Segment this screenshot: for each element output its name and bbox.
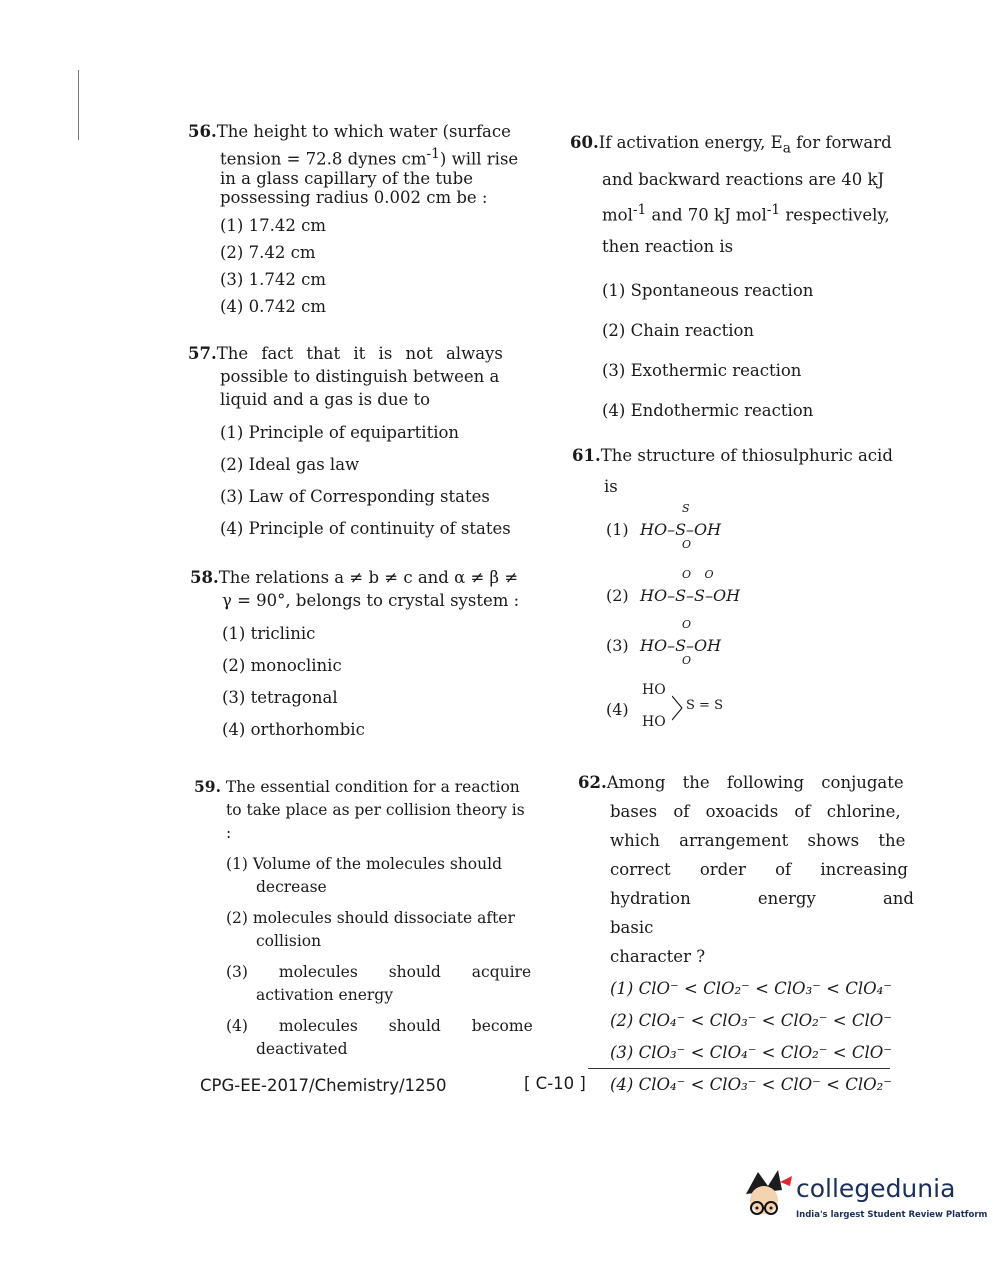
option[interactable]: (4) orthorhombic [222,720,365,739]
option[interactable]: (1) triclinic [222,624,316,643]
question-number: 60. [570,133,599,152]
question-text: The structure of thiosulphuric acid [600,446,893,465]
structure-option-1[interactable]: (1) S HO–S–OH O [606,502,722,551]
structure-option-3[interactable]: (3) O HO–S–OH O [606,618,722,667]
option[interactable]: (3) ClO₃⁻ < ClO₄⁻ < ClO₂⁻ < ClO⁻ [610,1043,892,1062]
option[interactable]: (3) Law of Corresponding states [220,487,490,506]
page-number: [ C-10 ] [524,1074,586,1093]
question-59: 59. The essential condition for a reaction to take place as per collision theory is : (1) Volume of the molecules should decrease (2) molecules should dissociate after collision (3) molecules should acquire activation energy (4) molecules should become deactivated [194,775,534,1061]
question-number: 56. [188,122,217,141]
footer-code: CPG-EE-2017/Chemistry/1250 [200,1076,447,1095]
option[interactable]: (3) 1.742 cm [220,269,326,289]
question-text: The height to which water (surface [216,122,511,141]
option[interactable]: (1) Volume of the molecules should decrease [226,855,502,896]
option[interactable]: (3) tetragonal [222,688,338,707]
margin-line [78,70,79,140]
mascot-icon [738,1168,794,1224]
question-62: 62.Among the following conjugate bases of oxoacids of chlorine, which arrangement shows the correct order of increasing hydration energy and basic character ? (1) ClO⁻ < ClO₂⁻ < ClO₃⁻ < ClO₄⁻ (2) ClO₄⁻ < ClO₃⁻ < ClO₂⁻ < ClO⁻ (3) ClO₃⁻ < ClO₄⁻ < ClO₂⁻ < ClO⁻ (4) ClO₄⁻ < ClO₃⁻ < ClO⁻ < ClO₂⁻ [578,768,914,1101]
option[interactable]: (4) 0.742 cm [220,296,326,316]
structure-option-4[interactable]: (4) HO HO S = S [606,682,723,730]
question-text: Among the following conjugate [606,773,904,792]
option[interactable]: (1) Principle of equipartition [220,423,460,442]
option[interactable]: (3) molecules should acquire activation energy [226,963,532,1004]
structure-option-2[interactable]: (2) O O HO–S–S–OH [606,568,741,605]
option[interactable]: (4) Endothermic reaction [602,400,814,420]
question-number: 59. [194,777,221,796]
option[interactable]: (2) 7.42 cm [220,242,316,262]
question-57: 57.The fact that it is not always possible to distinguish between a liquid and a gas is due to (1) Principle of equipartition (2) Ideal gas law (3) Law of Corresponding states (4) Principle of continuity of states [188,342,528,540]
question-number: 57. [188,344,217,363]
logo-name: collegedunia [796,1174,956,1203]
question-number: 61. [572,446,601,465]
question-56: 56.The height to which water (surface tension = 72.8 dynes $cm^{-1}$) will rise in a glass capillary of the tube possessing radius 0.002 cm be : (1) 17.42 cm (2) 7.42 cm (3) 1.742 cm (4) 0.742 cm [188,120,528,318]
option[interactable]: (2) Ideal gas law [220,455,360,474]
option[interactable]: (3) Exothermic reaction [602,360,802,380]
question-61: 61.The structure of thiosulphuric acid is [572,446,893,496]
option[interactable]: (2) monoclinic [222,656,342,675]
option[interactable]: (2) ClO₄⁻ < ClO₃⁻ < ClO₂⁻ < ClO⁻ [610,1011,892,1030]
bond-lines [672,694,686,724]
question-text: The fact that it is not always [216,344,503,363]
option[interactable]: (4) Principle of continuity of states [220,519,511,538]
logo-tagline: India's largest Student Review Platform [796,1210,988,1220]
option[interactable]: (4) molecules should become deactivated [226,1017,533,1058]
question-text: The relations a ≠ b ≠ c and α ≠ β ≠ [218,568,519,587]
question-58: 58.The relations a ≠ b ≠ c and α ≠ β ≠ γ = 90°, belongs to crystal system : (1) triclinic (2) monoclinic (3) tetragonal (4) orthorhombic [190,566,530,741]
footer-rule [588,1068,890,1069]
question-number: 58. [190,568,219,587]
question-60: 60.If activation energy, $E_a$ for forward and backward reactions are 40 kJ mol$^{-1}$ and 70 kJ mol$^{-1}$ respectively, then reaction is (1) Spontaneous reaction (2) Chain reaction (3) Exothermic reaction (4) Endothermic reaction [570,127,910,431]
question-number: 62. [578,773,607,792]
option[interactable]: (1) ClO⁻ < ClO₂⁻ < ClO₃⁻ < ClO₄⁻ [610,979,892,998]
collegedunia-logo[interactable] [738,1168,988,1224]
option[interactable]: (2) molecules should dissociate after collision [226,909,515,950]
option[interactable]: (2) Chain reaction [602,320,755,340]
option[interactable]: (4) ClO₄⁻ < ClO₃⁻ < ClO⁻ < ClO₂⁻ [610,1075,892,1094]
question-text: If activation energy, $E_a$ for forward [598,133,892,157]
option[interactable]: (1) 17.42 cm [220,215,326,235]
question-text: The essential condition for a reaction [225,778,520,796]
option[interactable]: (1) Spontaneous reaction [602,280,814,300]
